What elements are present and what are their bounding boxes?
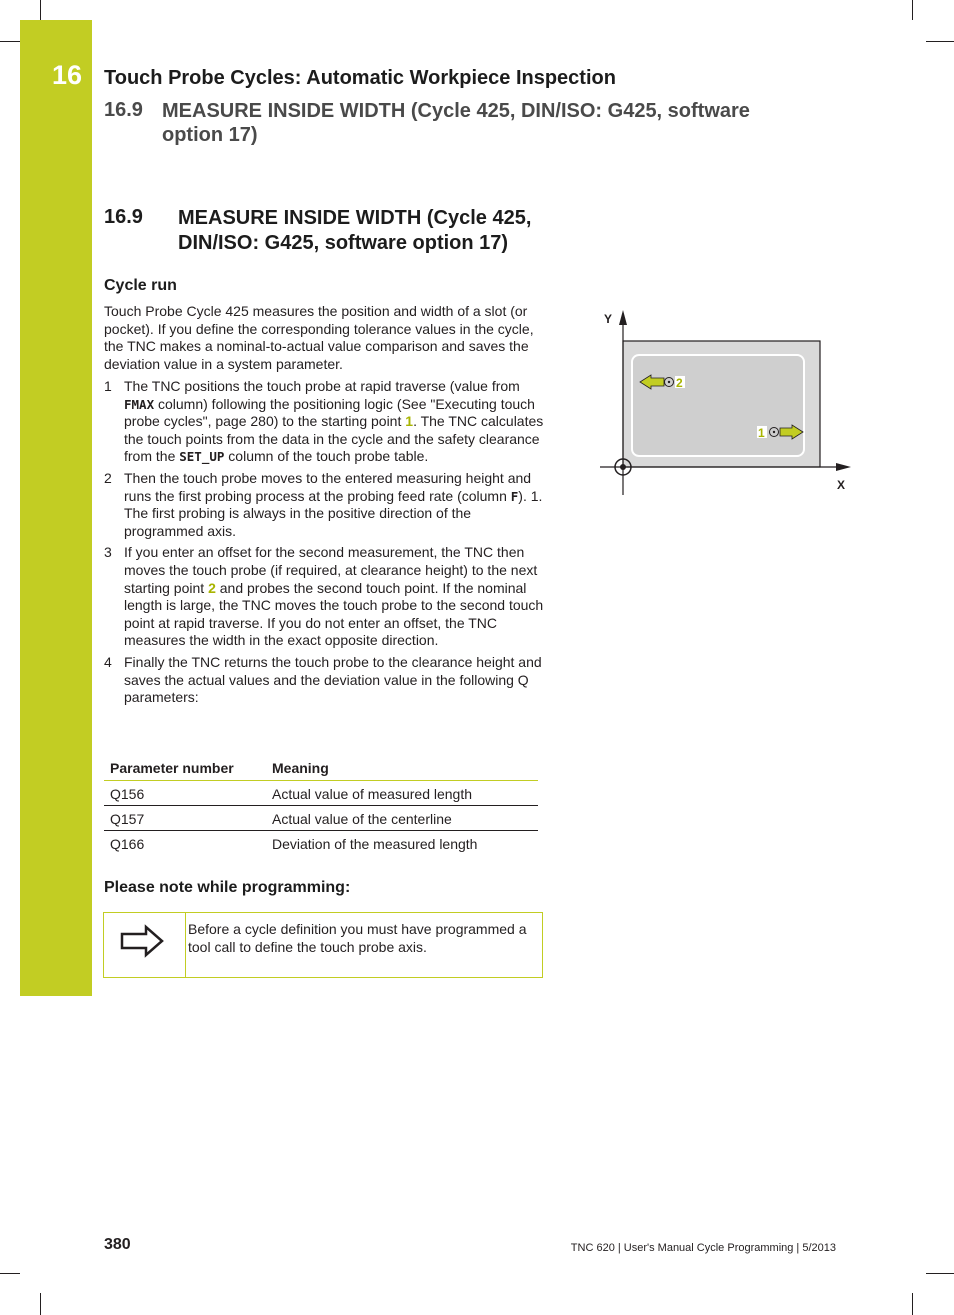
y-axis-label: Y — [604, 312, 613, 326]
step-text-part: If you enter an offset for the second measurement, the TNC then moves the touch probe (if required, at clearance height) to the next starting point — [124, 544, 538, 596]
step-text-part: ). 1. The first probing is always in the positive direction of the programmed axis. — [124, 487, 543, 539]
crop-mark — [912, 1293, 913, 1315]
step-text-part: column of the touch probe table. — [224, 448, 429, 465]
cycle-figure — [596, 305, 856, 500]
step-number: 2 — [104, 469, 112, 486]
table-row — [104, 831, 538, 856]
step-text — [124, 544, 544, 650]
step-number: 3 — [104, 544, 112, 561]
q-parameter-table — [104, 755, 538, 855]
crop-mark — [926, 41, 954, 42]
note-box — [103, 912, 543, 978]
chapter-number: 16 — [52, 60, 83, 90]
table-header-cell: Meaning — [266, 755, 538, 781]
keyword-f: F — [510, 488, 519, 504]
table-header-row — [104, 755, 538, 781]
x-axis-label: X — [837, 478, 846, 492]
cycle-steps — [104, 378, 544, 711]
table-cell: Q156 — [104, 781, 266, 806]
step-item — [104, 470, 544, 540]
running-header-number: 16.9 — [104, 99, 143, 121]
crop-mark — [40, 1293, 41, 1315]
cycle-run-intro: Touch Probe Cycle 425 measures the position and width of a slot (or pocket). If you define the corresponding tolerance values in the cycle, the TNC makes a nominal-to-actual value comparison and saves the deviation value in a system parameter. — [104, 303, 534, 372]
step-item — [104, 378, 544, 466]
arrow-right-icon — [118, 923, 168, 964]
section-title: MEASURE INSIDE WIDTH (Cycle 425, DIN/ISO: G425, software option 17) — [178, 207, 532, 254]
step-text-part: Then the touch probe moves to the entered measuring height and runs the first probing process at the probing feed rate (column — [124, 469, 532, 504]
step-text-part: and probes the second touch point. If the nominal length is large, the TNC moves the touch probe to the second touch point at rapid traverse. If you do not enter an offset, the TNC measures the width in the exact opposite direction. — [124, 579, 544, 649]
x-axis-arrow — [836, 463, 851, 471]
y-axis-arrow — [619, 310, 627, 325]
probe-point-2-dot — [668, 381, 670, 383]
step-item — [104, 544, 544, 650]
cycle-run-heading: Cycle run — [104, 277, 177, 294]
step-text-part: column) following the positioning logic (See "Executing touch probe cycles", page 280) to the starting point — [124, 395, 535, 430]
point-ref: 2 — [208, 579, 216, 596]
table-header-cell: Parameter number — [104, 755, 266, 781]
note-text: Before a cycle definition you must have programmed a tool call to define the touch probe axis. — [188, 921, 527, 955]
crop-mark — [926, 1273, 954, 1274]
step-number: 1 — [104, 378, 112, 394]
point-1-label: 1 — [758, 426, 765, 440]
table-cell: Q157 — [104, 806, 266, 831]
origin-dot — [620, 464, 626, 470]
table-row — [104, 806, 538, 831]
step-text-part: The TNC positions the touch probe at rapid traverse (value from — [124, 378, 520, 394]
chapter-sidebar — [20, 20, 92, 996]
crop-mark — [0, 1273, 20, 1274]
table-cell: Q166 — [110, 835, 145, 852]
slot-outline — [632, 355, 804, 456]
footer-text: TNC 620 | User's Manual Cycle Programming | 5/2013 — [570, 1242, 836, 1254]
note-heading: Please note while programming: — [104, 879, 351, 896]
step-item — [104, 654, 544, 707]
probe-point-1-dot — [773, 431, 775, 433]
chapter-title: Touch Probe Cycles: Automatic Workpiece Inspection — [104, 67, 616, 89]
step-text: Finally the TNC returns the touch probe to the clearance height and saves the actual values and the deviation value in the following Q parameters: — [124, 653, 542, 706]
table-cell: Actual value of measured length — [266, 781, 538, 806]
crop-mark — [0, 41, 20, 42]
point-2-label: 2 — [676, 376, 683, 390]
page-number: 380 — [104, 1236, 131, 1253]
step-number: 4 — [104, 653, 112, 670]
crop-mark — [912, 0, 913, 20]
table-cell: Deviation of the measured length — [272, 835, 478, 852]
step-text-part: . The TNC calculates the touch points from the data in the cycle and the safety clearance from the — [124, 413, 544, 465]
table-row — [104, 781, 538, 806]
crop-mark — [40, 0, 41, 20]
running-header-title: MEASURE INSIDE WIDTH (Cycle 425, DIN/ISO: G425, software option 17) — [162, 100, 750, 146]
section-number: 16.9 — [104, 206, 143, 228]
step-text — [124, 378, 544, 466]
note-divider — [185, 913, 186, 977]
keyword-fmax: FMAX — [124, 396, 155, 412]
point-ref: 1 — [405, 413, 414, 430]
table-cell: Actual value of the centerline — [266, 806, 538, 831]
keyword-set-up: SET_UP — [179, 449, 225, 465]
step-text — [124, 470, 544, 540]
